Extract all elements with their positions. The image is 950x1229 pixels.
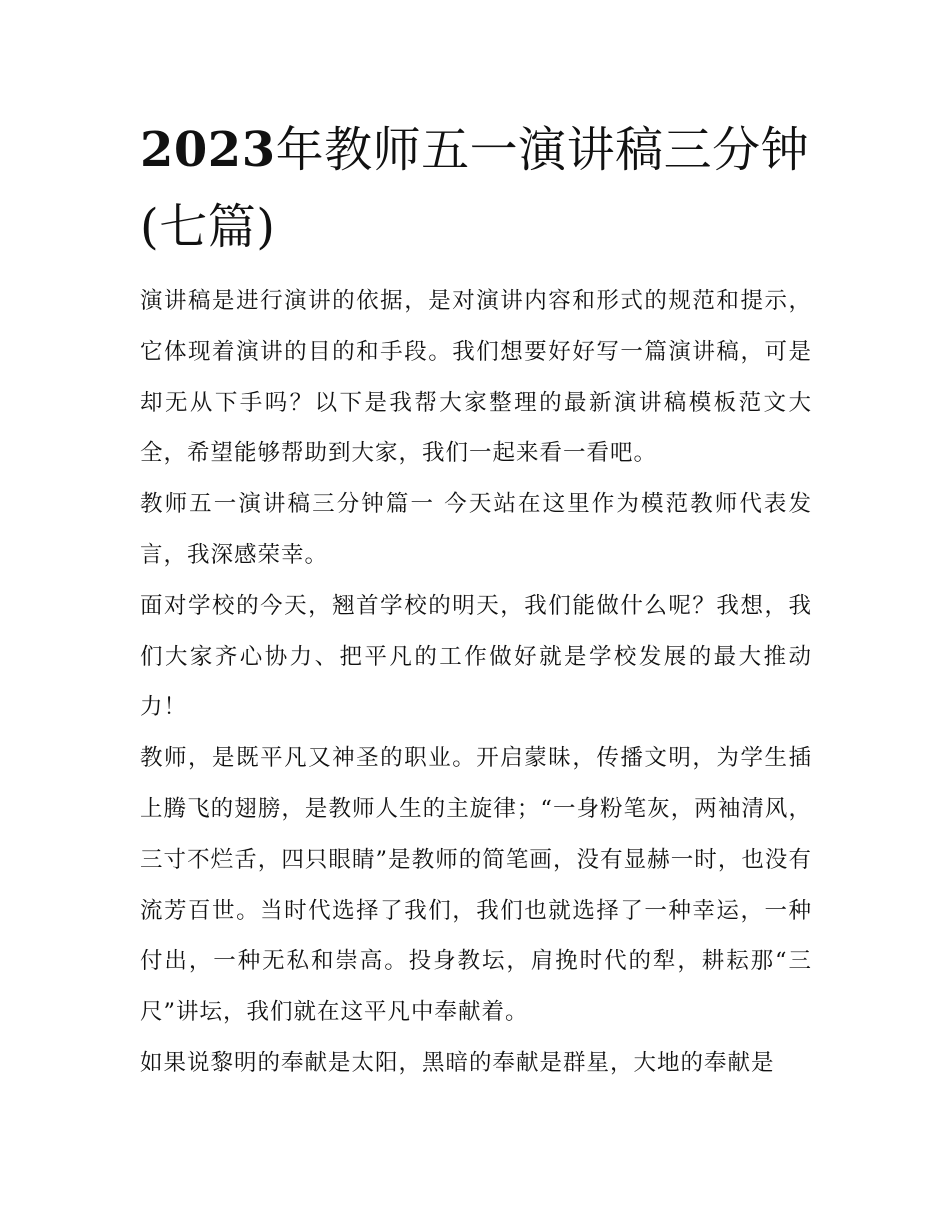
document-body bbox=[140, 276, 812, 1089]
title-text: 年教师五一演讲稿三分钟(七篇) bbox=[140, 122, 810, 255]
paragraph-school-future: 面对学校的今天，翘首学校的明天，我们能做什么呢？我想，我们大家齐心协力、把平凡的工作做好就是学校发展的最大推动力！ bbox=[140, 592, 812, 721]
title-year: 2023 bbox=[140, 122, 276, 178]
paragraph-teacher-profession: 教师，是既平凡又神圣的职业。开启蒙昧，传播文明，为学生插上腾飞的翅膀，是教师人生的主旋律；“一身粉笔灰，两袖清风，三寸不烂舌，四只眼睛”是教师的简笔画，没有显赫一时，也没有流芳百世。当时代选择了我们，我们也就选择了一种幸运，一种付出，一种无私和崇高。投身教坛，肩挽时代的犁，耕耘那“三尺”讲坛，我们就在这平凡中奉献着。 bbox=[140, 745, 812, 1026]
paragraph-section-one-opening: 教师五一演讲稿三分钟篇一 今天站在这里作为模范教师代表发言，我深感荣幸。 bbox=[140, 491, 812, 568]
paragraph-intro: 演讲稿是进行演讲的依据，是对演讲内容和形式的规范和提示，它体现着演讲的目的和手段。我们想要好好写一篇演讲稿，可是却无从下手吗？以下是我帮大家整理的最新演讲稿模板范文大全，希望能够帮助到大家，我们一起来看一看吧。 bbox=[140, 288, 812, 467]
document-title bbox=[140, 112, 820, 266]
paragraph-dedication: 如果说黎明的奉献是太阳，黑暗的奉献是群星，大地的奉献是 bbox=[140, 1049, 775, 1076]
